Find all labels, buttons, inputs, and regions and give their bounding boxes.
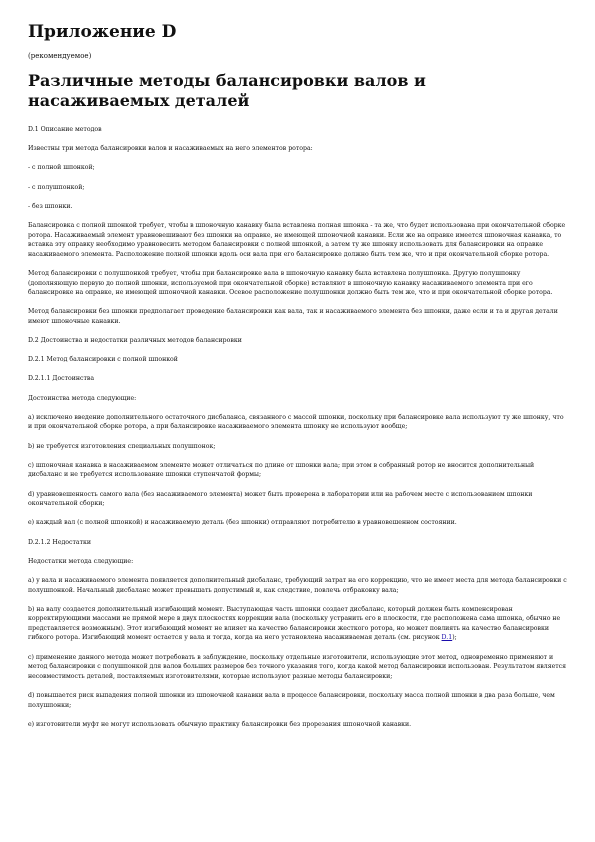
subsection-heading: D.2.1.1 Достоинства [28, 375, 95, 383]
paragraph: Известны три метода балансировки валов и насаживаемых на него элементов ротора: [28, 145, 313, 153]
list-item: b) не требуется изготовления специальных полушпонок; [28, 442, 216, 450]
list-item: a) исключено введение дополнительного остаточного дисбаланса, связанного с массой шпонки, поскольку при балансировке вала используют ту же шпонку, что и при окончательной сборке ротора, а при балансировке насаживаемого элемента шпонку не используют вообще; [28, 413, 564, 431]
section-heading: D.1 Описание методов [28, 126, 102, 133]
figure-link[interactable]: D.1 [441, 634, 453, 642]
list-item: c) применение данного метода может потребовать в заблуждение, поскольку отдельные изготовители, использующие этот метод, одновременно применяют и метод балансировки с полушпонкой для валов больших размеров без точного указания того, когда какой метод балансировки использован. Результатом является несовместимость деталей, поставляемых изготовителями, которые используют разные методы балансировки; [28, 653, 567, 680]
list-item: - с полушпонкой; [28, 183, 85, 191]
main-title: Различные методы балансировки валов и насаживаемых деталей [28, 71, 426, 110]
document-page [28, 22, 568, 739]
paragraph: Недостатки метода следующие: [28, 557, 134, 565]
list-item: - с полной шпонкой; [28, 164, 95, 172]
list-item: - без шпонки. [28, 202, 73, 210]
subsection-heading: D.2.1.2 Недостатки [28, 538, 92, 546]
list-item: d) уравновешенность самого вала (без насаживаемого элемента) может быть проверена в лаборатории или на рабочем месте с использованием шпонки окончательной сборки; [28, 490, 533, 508]
list-item: e) каждый вал (с полной шпонкой) и насаживаемую деталь (без шпонки) отправляют потребителю в уравновешенном состоянии. [28, 519, 457, 527]
subsection-heading: D.2.1 Метод балансировки с полной шпонкой [28, 356, 178, 364]
section-heading: D.2 Достоинства и недостатки различных методов балансировки [28, 337, 242, 345]
list-item: c) шпоночная канавка в насаживаемом элементе может отличаться по длине от шпонки вала; при этом в собранный ротор не вносится дополнительный дисбаланс и не требуется использование шпонки ступенчатой формы; [28, 461, 535, 479]
paragraph: Метод балансировки с полушпонкой требует, чтобы при балансировке вала в шпоночную канавку была вставлена полушпонка. Другую полушпонку (дополняющую первую до полной шпонки, используемой при окончательной сборке) вставляют в шпоночную канавку насаживаемого элемента при его балансировке на оправке, не имеющей шпоночной канавки. Осевое расположение полушпонки должно быть тем же, что и при окончательной сборке ротора. [28, 269, 553, 297]
list-item: a) у вала и насаживаемого элемента появляется дополнительный дисбаланс, требующий затрат на его коррекцию, что не имеет места для метода балансировки с полушпонкой. Начальный дисбаланс может превышать допустимый и, как следствие, повлечь отбраковку вала; [28, 576, 567, 594]
paragraph: Метод балансировки без шпонки предполагает проведение балансировки как вала, так и насаживаемого элемента без шпонки, даже если и та и другая детали имеют шпоночные канавки. [28, 308, 558, 325]
list-item-text: b) на валу создается дополнительный изгибающий момент. Выступающая часть шпонки создает дисбаланс, который должен быть компенсирован корректирующими массами не прямой мере в двух плоскостях коррекции вала (поскольку устранить его в плоскости, где расположена сама шпонка, обычно не представляется возможным). Этот изгибающий момент не влияет на качество балансировки жесткого ротора, но может повлиять на качество балансировки гибкого ротора. Изгибающий момент остается у вала и тогда, когда на него установлена насаживаемая деталь (см. рисунок [28, 605, 561, 642]
link-suffix: ); [452, 634, 457, 642]
paragraph: Балансировка с полной шпонкой требует, чтобы в шпоночную канавку была вставлена полная шпонка - та же, что будет использована при окончательной сборке ротора. Насаживаемый элемент уравновешивают без шпонки на оправке, не имеющей шпоночной канавки. Если же на оправке имеется шпоночная канавка, то вставка эту оправку необходимо уравновесить методом балансировки с полной шпонкой, а затем ту же шпонку использовать для балансировки на оправке насаживаемого элемента. Расположение полной шпонки вдоль оси вала при его балансировке должно быть тем же, что и при окончательной сборке ротора. [28, 221, 566, 258]
appendix-title: Приложение D [28, 22, 177, 42]
list-item: e) изготовители муфт не могут использовать обычную практику балансировки без прорезания шпоночной канавки. [28, 720, 412, 728]
list-item-with-link [28, 605, 568, 643]
list-item: d) повышается риск выпадения полной шпонки из шпоночной канавки вала в процессе балансировки, поскольку масса полной шпонки в два раза больше, чем полушпонки; [28, 692, 555, 709]
paragraph: Достоинства метода следующие: [28, 394, 137, 402]
recommendation-note: (рекомендуемое) [28, 52, 92, 60]
